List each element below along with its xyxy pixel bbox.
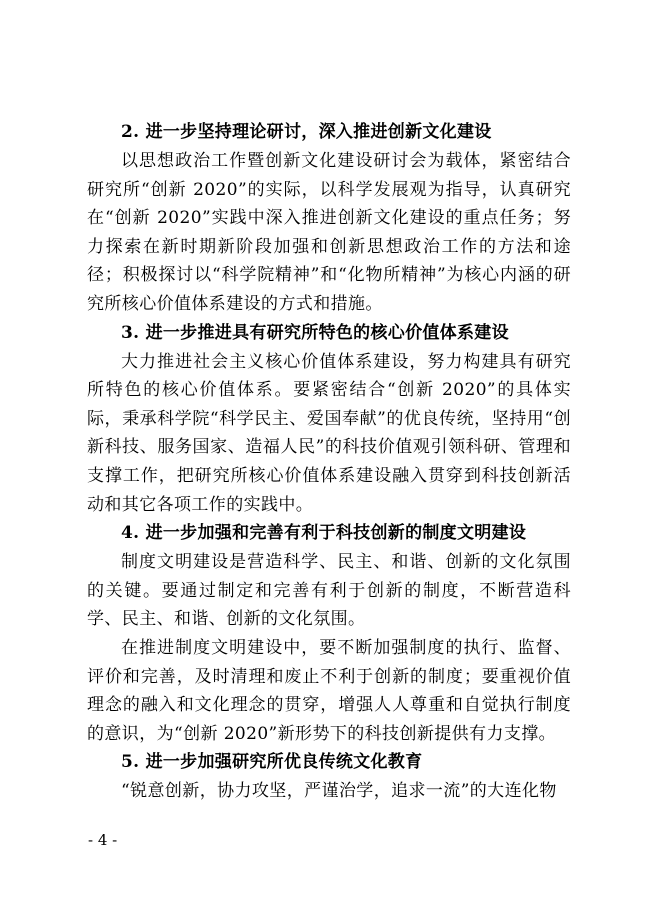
section-heading-4: 4. 进一步加强和完善有利于科技创新的制度文明建设 — [121, 523, 527, 544]
section-3-paragraph-1: 大力推进社会主义核心价值体系建设，努力构建具有研究所特色的核心价值体系。要紧密结合“创新 2020”的具体实际，秉承科学院“科学民主、爱国奉献”的优良传统，坚持用“创新科技、服务国家、造福人民”的科技价值观引领科研、管理和支撑工作，把研究所核心价值体系建设融入贯穿到科技创新活动和其它各项工作的实践中。 — [87, 351, 571, 515]
section-heading-3: 3. 进一步推进具有研究所特色的核心价值体系建设 — [121, 322, 509, 343]
section-4-paragraph-1: 制度文明建设是营造科学、民主、和谐、创新的文化氛围的关键。要通过制定和完善有利于创新的制度，不断营造科学、民主、和谐、创新的文化氛围。 — [87, 552, 571, 630]
section-4-paragraph-2: 在推进制度文明建设中，要不断加强制度的执行、监督、评价和完善，及时清理和废止不利于创新的制度；要重视价值理念的融入和文化理念的贯穿，增强人人尊重和自觉执行制度的意识，为“创新 2020”新形势下的科技创新提供有力支撑。 — [87, 637, 571, 744]
section-2-paragraph-1: 以思想政治工作暨创新文化建设研讨会为载体，紧密结合研究所“创新 2020”的实际，以科学发展观为指导，认真研究在“创新 2020”实践中深入推进创新文化建设的重点任务；努力探索在新时期新阶段加强和创新思想政治工作的方法和途径；积极探讨以“科学院精神”和“化物所精神”为核心内涵的研究所核心价值体系建设的方式和措施。 — [87, 151, 571, 314]
document-body — [87, 118, 571, 806]
section-heading-2: 2. 进一步坚持理论研讨，深入推进创新文化建设 — [121, 122, 492, 142]
page-number: - 4 - — [88, 831, 118, 849]
section-heading-5: 5. 进一步加强研究所优良传统文化教育 — [121, 752, 423, 773]
section-5-paragraph-1: “锐意创新，协力攻坚，严谨治学，追求一流”的大连化物 — [121, 781, 557, 802]
